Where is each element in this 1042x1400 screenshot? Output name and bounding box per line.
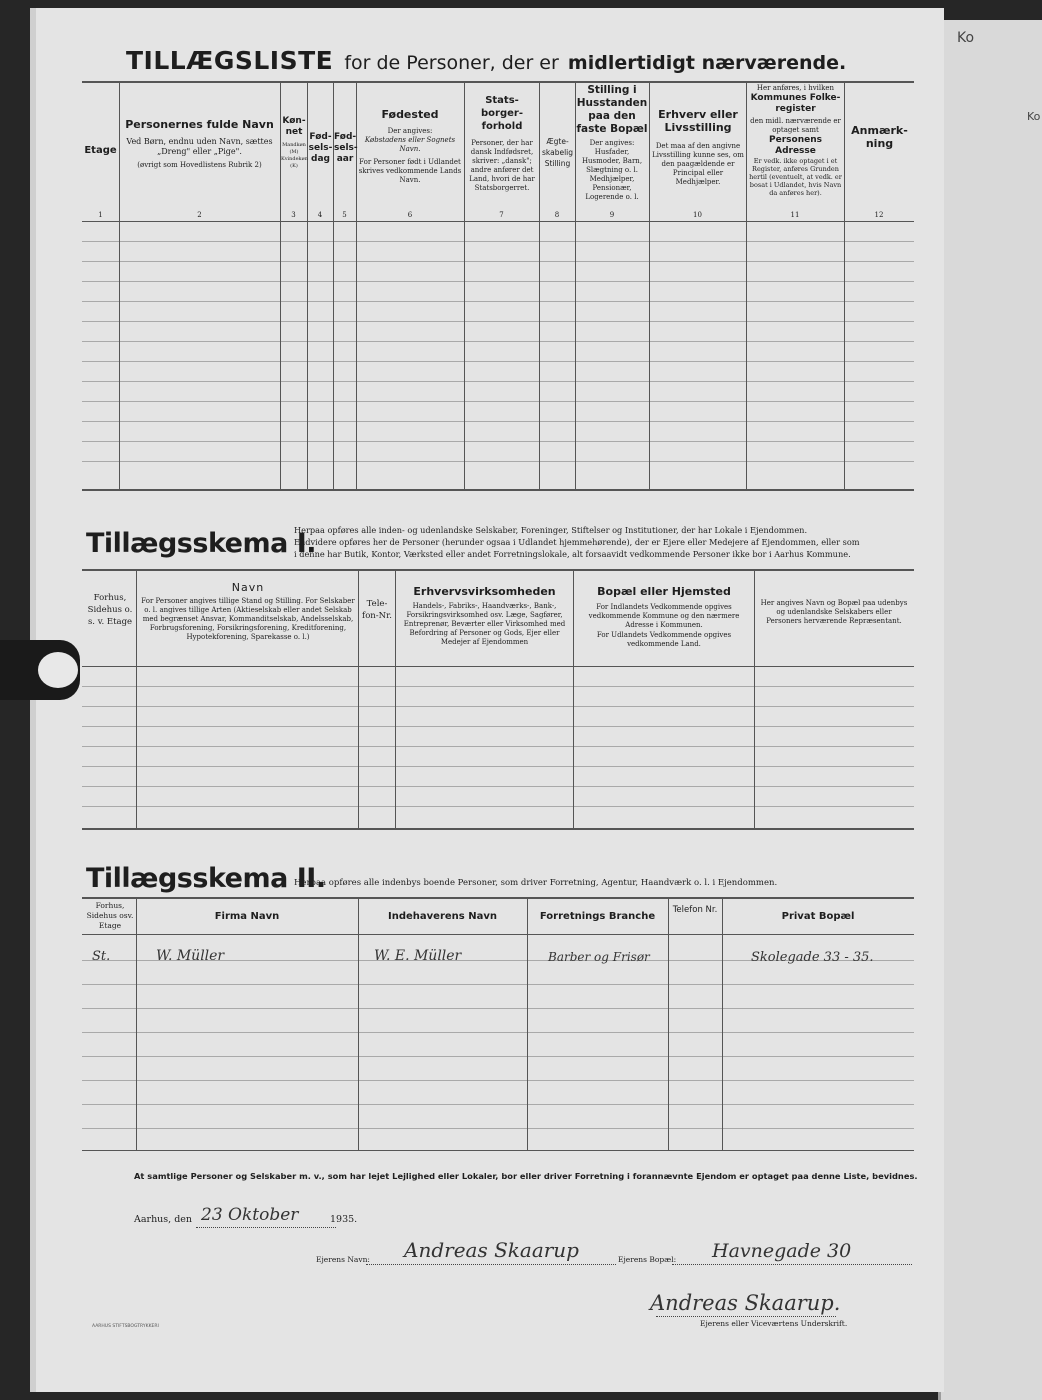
s1-col-navn-title: Navn — [231, 581, 265, 594]
col-fodested-sub2: Købstadens eller Sognets Navn. — [364, 136, 456, 153]
schedule-1-desc-line-3: i denne har Butik, Kontor, Værksted eller andet Forretningslokale, alt forsaavidt vedkommende Personer ikke bor i Aarhus Kommune. — [294, 549, 851, 559]
s1-col-bopael-title: Bopæl eller Hjemsted — [597, 585, 731, 598]
s1-col-repraesentant: Her angives Navn og Bopæl paa udenbys og udenlandske Selskabers eller Personers herværende Repræsentant. — [760, 599, 908, 625]
facing-page-label: Ko — [1027, 110, 1041, 123]
col-fodested-title: Fødested — [381, 108, 439, 121]
col-navn-title: Personernes fulde Navn — [125, 118, 274, 131]
date-city-label: Aarhus, den — [134, 1214, 193, 1225]
col-num-12: 12 — [874, 211, 884, 219]
col-num-4: 4 — [317, 211, 323, 219]
col-fodested-sub3: For Personer født i Udlandet skrives vedkommende Lands Navn. — [358, 158, 462, 184]
col-stilling — [576, 84, 648, 202]
s2-col-forhus: Forhus, Sidehus osv. Etage — [86, 901, 134, 930]
form-page — [30, 8, 944, 1392]
col-statsborger-sub: Personer, der har dansk Indfødsret, skriver: „dansk"; andre anfører det Land, hvori de har Statsborgerret. — [469, 139, 535, 192]
col-aegteskab: Ægte-skabelig Stilling — [541, 137, 574, 168]
col-kon-title: Køn-net — [282, 116, 306, 137]
col-kommune-top: Her anføres, i hvilken — [756, 84, 835, 92]
title-bold: TILLÆGSLISTE — [126, 46, 334, 75]
col-num-5: 5 — [342, 211, 347, 219]
owner-signature: Andreas Skaarup. — [650, 1291, 841, 1315]
owner-address: Havnegade 30 — [712, 1240, 852, 1262]
schedule-1-description — [294, 524, 920, 560]
s2-col-privat: Privat Bopæl — [781, 911, 855, 922]
schedule-1-desc-line-2: Endvidere opføres her de Personer (herunder ogsaa i Udlandet hjemmehørende), der er Ejere eller Medejere af Ejendommen, eller som — [294, 537, 860, 547]
col-num-11: 11 — [790, 211, 800, 219]
s2-col-branche: Forretnings Branche — [539, 911, 656, 922]
col-etage: Etage — [84, 145, 117, 156]
s1-col-forhus: Forhus, Sidehus o. s. v. Etage — [87, 593, 133, 627]
s2-row-etage: St. — [92, 949, 111, 964]
main-title — [126, 46, 946, 75]
col-fodested — [358, 108, 462, 185]
col-num-3: 3 — [291, 211, 296, 219]
col-fodselsdag: Fød-sels-dag — [308, 132, 333, 164]
title-emphasis: midlertidigt nærværende. — [567, 52, 847, 74]
thumbnail-highlight — [38, 652, 78, 688]
col-kon-sub: Mandkøn (M) Kvindekøn (K) — [281, 142, 308, 169]
schedule-2-description: Herpaa opføres alle indenbys boende Personer, som driver Forretning, Agentur, Haandværk o. l. i Ejendommen. — [294, 878, 778, 888]
col-navn-sub: Ved Børn, endnu uden Navn, sættes „Dreng" eller „Pige". — [126, 137, 273, 156]
col-num-8: 8 — [554, 211, 560, 219]
s1-col-erhverv-title: Erhvervsvirksomheden — [413, 585, 556, 598]
s1-col-navn — [138, 581, 358, 642]
printer-imprint: AARHUS STIFTSBOGTRYKKERI — [92, 1324, 159, 1329]
signature-label: Ejerens eller Viceværtens Underskrift. — [700, 1319, 848, 1328]
s1-col-bopael-sub1: For Indlandets Vedkommende opgives vedkommende Kommune og den nærmere Adresse i Kommunen. — [588, 603, 740, 629]
owner-name: Andreas Skaarup — [404, 1238, 579, 1262]
s2-row-privat: Skolegade 33 - 35. — [751, 950, 874, 965]
date-value: 23 Oktober — [201, 1205, 299, 1225]
col-stilling-title: Stilling i Husstanden paa den faste Bopæl — [576, 84, 648, 135]
s1-col-bopael-sub2: For Udlandets Vedkommende opgives vedkommende Land. — [596, 631, 732, 648]
col-kommune-bottom: Er vedk. ikke optaget i et Register, anføres Grunden hertil (eventuelt, at vedk. er bosat i Udlandet, hvis Navn da anføres her). — [749, 157, 842, 197]
col-num-6: 6 — [407, 211, 413, 219]
col-kon — [281, 116, 307, 170]
schedule-1-title: Tillægsskema I. — [86, 528, 317, 559]
schedule-2-title: Tillægsskema II. — [86, 863, 326, 894]
s1-col-bopael — [575, 585, 753, 649]
col-num-9: 9 — [609, 211, 615, 219]
s1-col-navn-sub: For Personer angives tillige Stand og Stilling. For Selskaber o. l. angives tillige Arten (Aktieselskab eller andet Selskab med begrænset Ansvar, Kommanditselskab, Andelsselskab, Forbrugsforening, Forsikringsforening, Kreditforening, Hypotekforening, Sparekasse o. l.) — [141, 597, 355, 641]
col-statsborger — [466, 94, 538, 193]
owner-address-label: Ejerens Bopæl: — [618, 1255, 677, 1264]
attestation-statement: At samtlige Personer og Selskaber m. v., som har lejet Lejlighed eller Lokaler, bor eller driver Forretning i forannævnte Ejendom er optaget paa denne Liste, bevidnes. — [134, 1171, 918, 1181]
s2-row-firma: W. Müller — [156, 948, 225, 964]
col-fodested-sub1: Der angives: — [387, 127, 433, 135]
schedule-1-desc-line-1: Herpaa opføres alle inden- og udenlandske Selskaber, Foreninger, Stiftelser og Institutioner, der har Lokale i Ejendommen. — [294, 525, 808, 535]
col-erhverv-title: Erhverv eller Livsstilling — [658, 108, 738, 134]
col-anmaerkning: Anmærk-ning — [851, 124, 908, 150]
date-year: 1935. — [330, 1214, 358, 1225]
s1-col-erhverv-sub: Handels-, Fabriks-, Haandværks-, Bank-, Forsikringsvirksomhed osv. Læge, Sagfører, Entreprenør, Beværter eller Virksomhed med Befordring af Personer og Gods, Ejer eller Medejer af Ejendommen — [403, 602, 566, 646]
s2-row-indehaver: W. E. Müller — [374, 948, 462, 964]
col-kommune — [748, 84, 843, 197]
col-stilling-sub: Der angives: Husfader, Husmoder, Barn, Slægtning o. l. Medhjælper, Pensionær, Logerende o. l. — [581, 139, 643, 201]
s1-col-telefon: Tele-fon-Nr. — [362, 599, 392, 621]
s2-row-branche: Barber og Frisør — [548, 950, 650, 964]
col-statsborger-title: Stats-borger-forhold — [481, 95, 523, 132]
facing-page — [938, 20, 1042, 1400]
facing-page-header: Ko — [957, 30, 975, 46]
col-navn — [122, 118, 277, 170]
col-kommune-title: Kommunes Folke-register — [750, 93, 841, 114]
owner-name-label: Ejerens Navn: — [316, 1255, 370, 1264]
col-num-10: 10 — [693, 211, 702, 219]
col-erhverv — [651, 108, 745, 187]
col-erhverv-sub: Det maa af den angivne Livsstilling kunne ses, om den paagældende er Principal eller Medhjælper. — [652, 142, 744, 186]
col-num-7: 7 — [499, 211, 504, 219]
col-kommune-mid: den midl. nærværende er optaget samt — [750, 117, 841, 134]
col-num-2: 2 — [197, 211, 202, 219]
col-adresse-title: Personens Adresse — [769, 135, 822, 156]
s2-col-indehaver: Indehaverens Navn — [388, 911, 497, 922]
col-fodselsaar: Fød-sels-aar — [334, 132, 358, 164]
s2-col-firma: Firma Navn — [214, 911, 280, 922]
s2-col-telefon: Telefon Nr. — [672, 905, 718, 915]
col-num-1: 1 — [98, 211, 103, 219]
s1-col-erhverv — [397, 585, 572, 647]
title-middle: for de Personer, der er — [344, 52, 559, 74]
col-navn-note: (øvrigt som Hovedlistens Rubrik 2) — [137, 161, 262, 169]
